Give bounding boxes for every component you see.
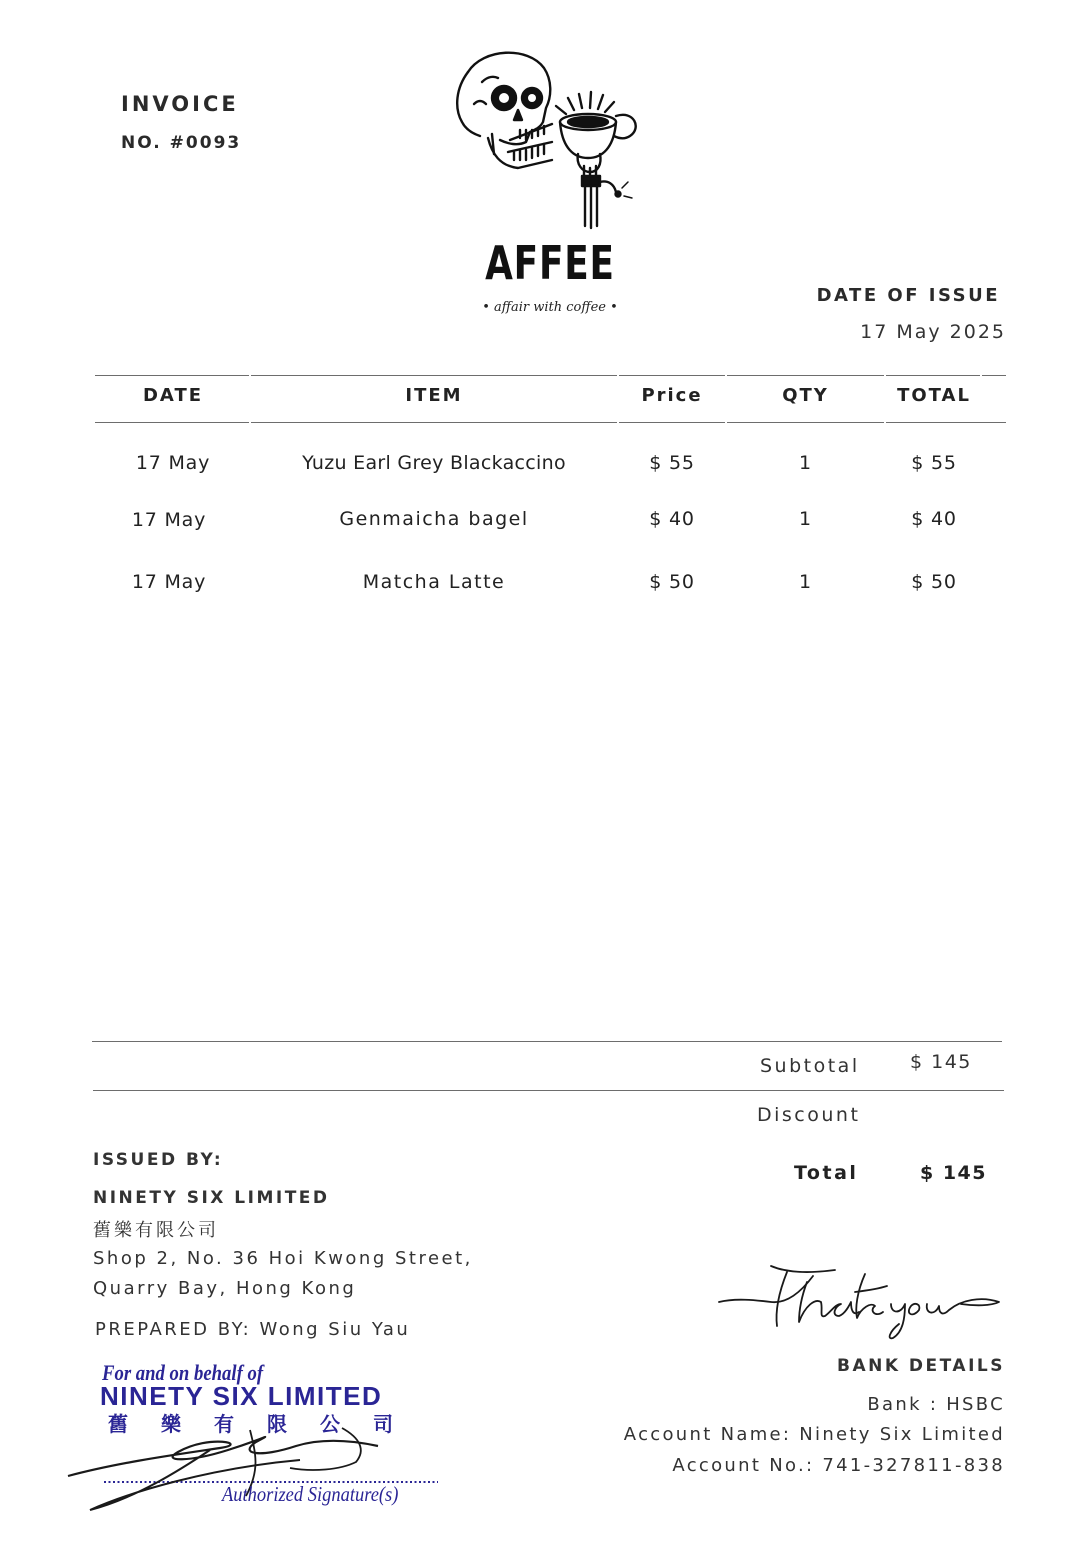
column-header-price: Price xyxy=(641,385,703,406)
brand-tagline: • affair with coffee • xyxy=(482,300,618,315)
row-qty: 1 xyxy=(799,571,812,593)
table-top-rule xyxy=(886,375,980,376)
skull-coffee-logo-icon xyxy=(448,42,652,234)
issuer-company-name: NINETY SIX LIMITED xyxy=(93,1188,330,1208)
row-qty: 1 xyxy=(799,508,812,530)
stamp-company-name: NINETY SIX LIMITED xyxy=(100,1381,383,1411)
row-item: Genmaicha bagel xyxy=(339,508,529,530)
column-header-date: DATE xyxy=(142,385,204,406)
row-total: $ 55 xyxy=(911,452,957,474)
date-of-issue-value: 17 May 2025 xyxy=(860,321,1006,343)
thank-you-script-icon xyxy=(715,1262,1005,1342)
stamp-company-chinese-name: 舊樂有限公司 xyxy=(108,1412,426,1436)
table-top-rule xyxy=(982,375,1006,376)
table-header-rule xyxy=(251,422,617,423)
issuer-company-chinese-name: 舊樂有限公司 xyxy=(93,1220,219,1241)
row-price: $ 50 xyxy=(649,571,695,593)
issued-by-label: ISSUED BY: xyxy=(93,1150,224,1170)
row-item: Matcha Latte xyxy=(362,571,506,593)
row-total: $ 40 xyxy=(911,508,957,530)
table-top-rule xyxy=(619,375,725,376)
table-header-rule xyxy=(727,422,884,423)
total-value: $ 145 xyxy=(920,1162,987,1184)
summary-mid-rule xyxy=(93,1090,1004,1091)
row-price: $ 40 xyxy=(649,508,695,530)
row-price: $ 55 xyxy=(649,452,695,474)
bank-account-name: Account Name: Ninety Six Limited xyxy=(623,1424,1005,1445)
stamp-behalf-text: For and on behalf of xyxy=(102,1360,264,1385)
column-header-item: ITEM xyxy=(405,385,463,406)
invoice-number: NO. #0093 xyxy=(121,133,242,153)
row-date: 17 May xyxy=(135,452,211,474)
date-of-issue-label: DATE OF ISSUE xyxy=(816,285,1000,306)
subtotal-value: $ 145 xyxy=(910,1051,972,1073)
prepared-by: PREPARED BY: Wong Siu Yau xyxy=(95,1319,411,1340)
row-qty: 1 xyxy=(799,452,812,474)
total-label: Total xyxy=(794,1162,859,1184)
stamp-authorized-signature-text: Authorized Signature(s) xyxy=(222,1482,399,1506)
table-top-rule xyxy=(95,375,249,376)
row-item: Yuzu Earl Grey Blackaccino xyxy=(302,452,566,474)
discount-label: Discount xyxy=(757,1104,861,1126)
issuer-address-line: Quarry Bay, Hong Kong xyxy=(93,1278,357,1299)
summary-top-rule xyxy=(92,1041,1002,1042)
column-header-total: TOTAL xyxy=(897,385,971,406)
table-header-rule xyxy=(619,422,725,423)
table-top-rule xyxy=(727,375,884,376)
subtotal-label: Subtotal xyxy=(760,1055,860,1077)
table-header-rule xyxy=(95,422,249,423)
row-date: 17 May xyxy=(131,509,207,531)
bank-details-label: BANK DETAILS xyxy=(837,1356,1005,1376)
issuer-address-line: Shop 2, No. 36 Hoi Kwong Street, xyxy=(93,1248,473,1269)
bank-account-number: Account No.: 741-327811-838 xyxy=(672,1455,1005,1476)
invoice-title: INVOICE xyxy=(121,92,239,116)
column-header-qty: QTY xyxy=(782,385,829,406)
row-date: 17 May xyxy=(131,571,207,593)
brand-name: AFFEE xyxy=(485,236,615,290)
row-total: $ 50 xyxy=(911,571,957,593)
bank-name: Bank : HSBC xyxy=(867,1394,1005,1415)
table-top-rule xyxy=(251,375,617,376)
table-header-rule xyxy=(886,422,1006,423)
